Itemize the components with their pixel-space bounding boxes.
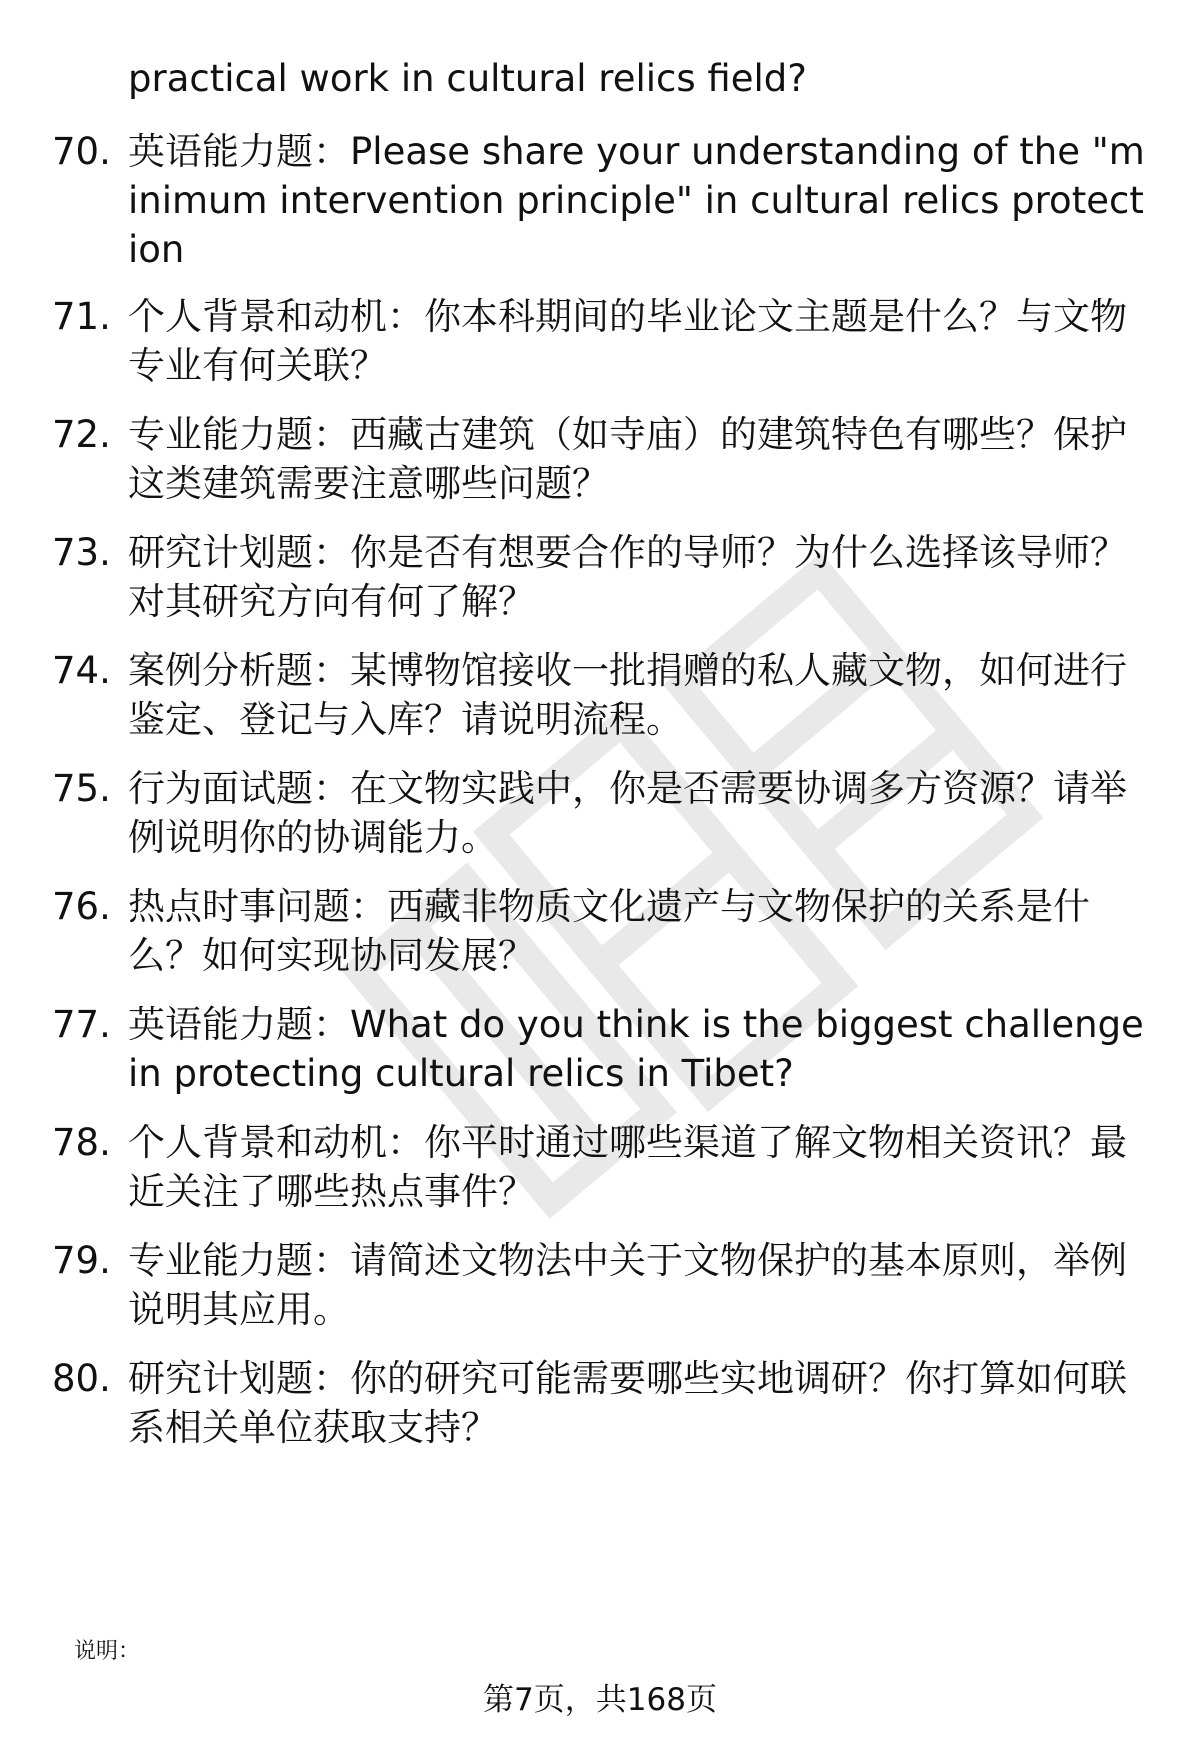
question-number: 73. <box>52 531 111 574</box>
question-text: 个人背景和动机：你本科期间的毕业论文主题是什么？与文物专业有何关联？ <box>128 295 1127 387</box>
question-number: 78. <box>52 1121 111 1164</box>
question-text: 案例分析题：某博物馆接收一批捐赠的私人藏文物，如何进行鉴定、登记与入库？请说明流程。 <box>128 649 1127 741</box>
question-number: 74. <box>52 649 111 692</box>
question-number: 75. <box>52 767 111 810</box>
question-number: 76. <box>52 885 111 928</box>
question-text: 专业能力题：请简述文物法中关于文物保护的基本原则，举例说明其应用。 <box>128 1239 1127 1331</box>
question-text: 英语能力题：Please share your understanding of the "minimum intervention principle" in cultural relics protection <box>128 130 1145 271</box>
question-number: 77. <box>52 1003 111 1046</box>
question-text: 研究计划题：你是否有想要合作的导师？为什么选择该导师？对其研究方向有何了解？ <box>128 531 1127 623</box>
question-number: 71. <box>52 295 111 338</box>
page-indicator: 第7页，共168页 <box>483 1682 717 1718</box>
question-number: 70. <box>52 130 111 173</box>
question-text: 专业能力题：西藏古建筑（如寺庙）的建筑特色有哪些？保护这类建筑需要注意哪些问题？ <box>128 413 1127 505</box>
question-number: 80. <box>52 1357 111 1400</box>
question-text: 个人背景和动机：你平时通过哪些渠道了解文物相关资讯？最近关注了哪些热点事件？ <box>128 1121 1127 1213</box>
question-number: 79. <box>52 1239 111 1282</box>
question-text: 热点时事问题：西藏非物质文化遗产与文物保护的关系是什么？如何实现协同发展？ <box>128 885 1090 977</box>
question-text: 研究计划题：你的研究可能需要哪些实地调研？你打算如何联系相关单位获取支持？ <box>128 1357 1127 1449</box>
question-number: 72. <box>52 413 111 456</box>
continuation-text: practical work in cultural relics field? <box>128 57 807 100</box>
note-label: 说明： <box>74 1639 141 1664</box>
question-text: 英语能力题：What do you think is the biggest challenge in protecting cultural relics in Tibet? <box>128 1003 1144 1095</box>
question-text: 行为面试题：在文物实践中，你是否需要协调多方资源？请举例说明你的协调能力。 <box>128 767 1127 859</box>
